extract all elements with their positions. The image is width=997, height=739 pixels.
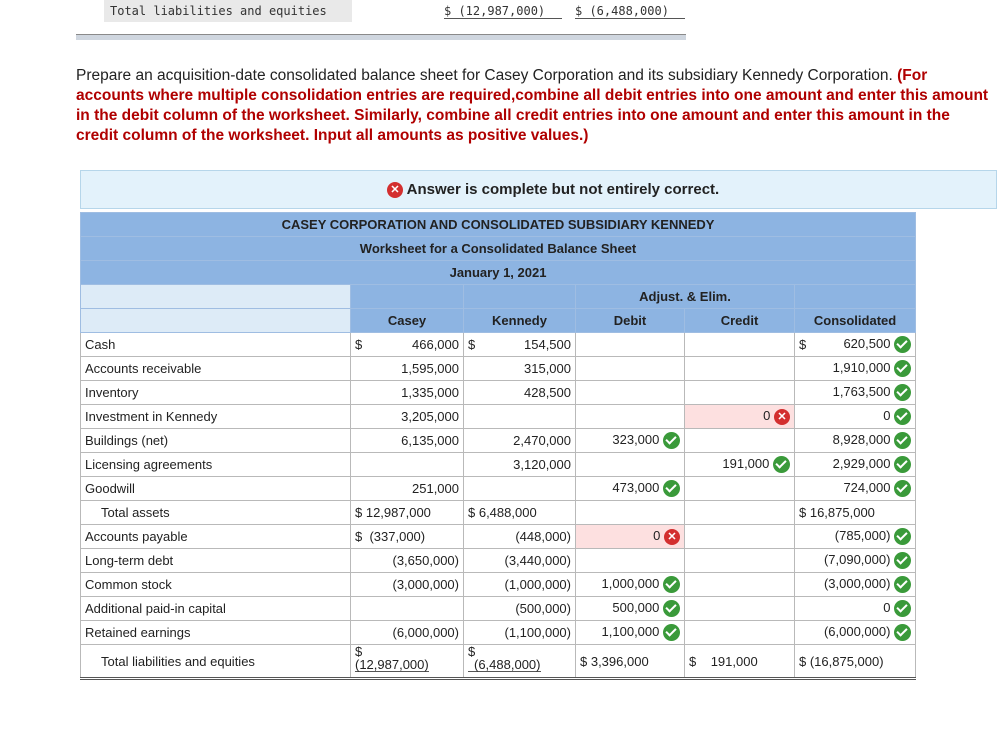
consolidated-input[interactable]: 0 [795,597,916,621]
credit-input[interactable] [685,429,795,453]
debit-input[interactable]: 500,000 [576,597,685,621]
total-row: Total liabilities and equities $ (12,987,000) $ (6,488,000) $ 3,396,000 $ 191,000 $ (16,875,000) [81,645,916,679]
col-debit: Debit [576,309,685,333]
credit-input[interactable] [685,597,795,621]
credit-input[interactable] [685,381,795,405]
credit-input[interactable]: 191,000 [685,453,795,477]
col-credit: Credit [685,309,795,333]
consolidated-input[interactable]: (7,090,000) [795,549,916,573]
consolidated-input[interactable]: (3,000,000) [795,573,916,597]
consolidated-input[interactable]: 0 [795,405,916,429]
debit-input[interactable] [576,381,685,405]
banner-text: Answer is complete but not entirely correct. [406,181,720,198]
incorrect-icon: ✕ [664,529,680,545]
correct-check-icon [894,408,911,425]
debit-input[interactable]: 323,000 [576,429,685,453]
correct-check-icon [773,456,790,473]
col-consolidated: Consolidated [795,309,916,333]
table-row: Additional paid-in capital (500,000) 500,000 0 [81,597,916,621]
debit-input[interactable]: 1,000,000 [576,573,685,597]
correct-check-icon [894,552,911,569]
table-row: Goodwill 251,000 473,000 724,000 [81,477,916,501]
table-row: Investment in Kennedy 3,205,000 0 ✕ 0 [81,405,916,429]
correct-check-icon [894,576,911,593]
consolidated-input[interactable]: 1,763,500 [795,381,916,405]
correct-check-icon [894,624,911,641]
correct-check-icon [894,360,911,377]
top-casey-total: $ (12,987,000) [444,4,562,19]
table-row: Total assets $ 12,987,000 $ 6,488,000 $ 16,875,000 [81,501,916,525]
top-total-label: Total liabilities and equities [104,0,352,22]
table-row: Inventory 1,335,000 428,500 1,763,500 [81,381,916,405]
credit-input[interactable] [685,357,795,381]
correct-check-icon [894,336,911,353]
worksheet-subtitle: Worksheet for a Consolidated Balance Sheet [81,237,916,261]
debit-input[interactable]: 473,000 [576,477,685,501]
consolidated-input[interactable]: 1,910,000 [795,357,916,381]
credit-input[interactable] [685,477,795,501]
adjust-elim-header: Adjust. & Elim. [576,285,795,309]
correct-check-icon [663,624,680,641]
scroll-divider [76,34,686,40]
question-prompt [76,66,991,146]
col-casey: Casey [351,309,464,333]
debit-input[interactable] [576,357,685,381]
table-row: Accounts receivable 1,595,000 315,000 1,910,000 [81,357,916,381]
consolidated-input[interactable]: 2,929,000 [795,453,916,477]
prompt-instruction: (For accounts where multiple consolidation entries are required,combine all debit entries into one amount and enter this amount in the debit column of the worksheet. Similarly, combine all credit entries into one amount and enter this amount in the credit column of the worksheet. Input all amounts as positive values.) [76,67,989,144]
top-kennedy-total: $ (6,488,000) [575,4,685,19]
table-row: Long-term debt (3,650,000) (3,440,000) (7,090,000) [81,549,916,573]
correct-check-icon [894,432,911,449]
credit-input[interactable] [685,573,795,597]
correct-check-icon [894,384,911,401]
debit-input[interactable] [576,405,685,429]
incorrect-icon: ✕ [774,409,790,425]
debit-input[interactable] [576,549,685,573]
row-label: Cash [81,333,351,357]
correct-check-icon [894,528,911,545]
debit-input[interactable] [576,333,685,357]
consolidated-total: $ (16,875,000) [795,645,916,679]
table-row: Common stock (3,000,000) (1,000,000) 1,000,000 (3,000,000) [81,573,916,597]
correct-check-icon [894,456,911,473]
debit-input[interactable]: 0 ✕ [576,525,685,549]
consolidation-worksheet [80,212,916,680]
worksheet-title: CASEY CORPORATION AND CONSOLIDATED SUBSIDIARY KENNEDY [81,213,916,237]
consolidated-input[interactable]: $ 620,500 [795,333,916,357]
credit-input[interactable] [685,333,795,357]
table-row: Buildings (net) 6,135,000 2,470,000 323,000 8,928,000 [81,429,916,453]
debit-input[interactable] [576,453,685,477]
correct-check-icon [663,600,680,617]
debit-total: $ 3,396,000 [576,645,685,679]
correct-check-icon [663,480,680,497]
answer-status-banner [80,170,997,209]
consolidated-input[interactable]: (785,000) [795,525,916,549]
incorrect-icon: ✕ [387,182,403,198]
table-row: Licensing agreements 3,120,000 191,000 2,929,000 [81,453,916,477]
prompt-text: Prepare an acquisition-date consolidated balance sheet for Casey Corporation and its subsidiary Kennedy Corporation. [76,67,893,84]
credit-input[interactable] [685,549,795,573]
consolidated-input[interactable]: 8,928,000 [795,429,916,453]
consolidated-input[interactable]: (6,000,000) [795,621,916,645]
correct-check-icon [663,576,680,593]
correct-check-icon [663,432,680,449]
table-row: Cash $ 466,000 $ 154,500 $ 620,500 [81,333,916,357]
correct-check-icon [894,480,911,497]
credit-input[interactable] [685,621,795,645]
credit-total: $ 191,000 [685,645,795,679]
correct-check-icon [894,600,911,617]
consolidated-input[interactable]: 724,000 [795,477,916,501]
debit-input[interactable]: 1,100,000 [576,621,685,645]
worksheet-date: January 1, 2021 [81,261,916,285]
credit-input[interactable] [685,525,795,549]
table-row: Retained earnings (6,000,000) (1,100,000) 1,100,000 (6,000,000) [81,621,916,645]
credit-input[interactable]: 0 ✕ [685,405,795,429]
col-kennedy: Kennedy [464,309,576,333]
table-row: Accounts payable $ (337,000) (448,000) 0 ✕ (785,000) [81,525,916,549]
